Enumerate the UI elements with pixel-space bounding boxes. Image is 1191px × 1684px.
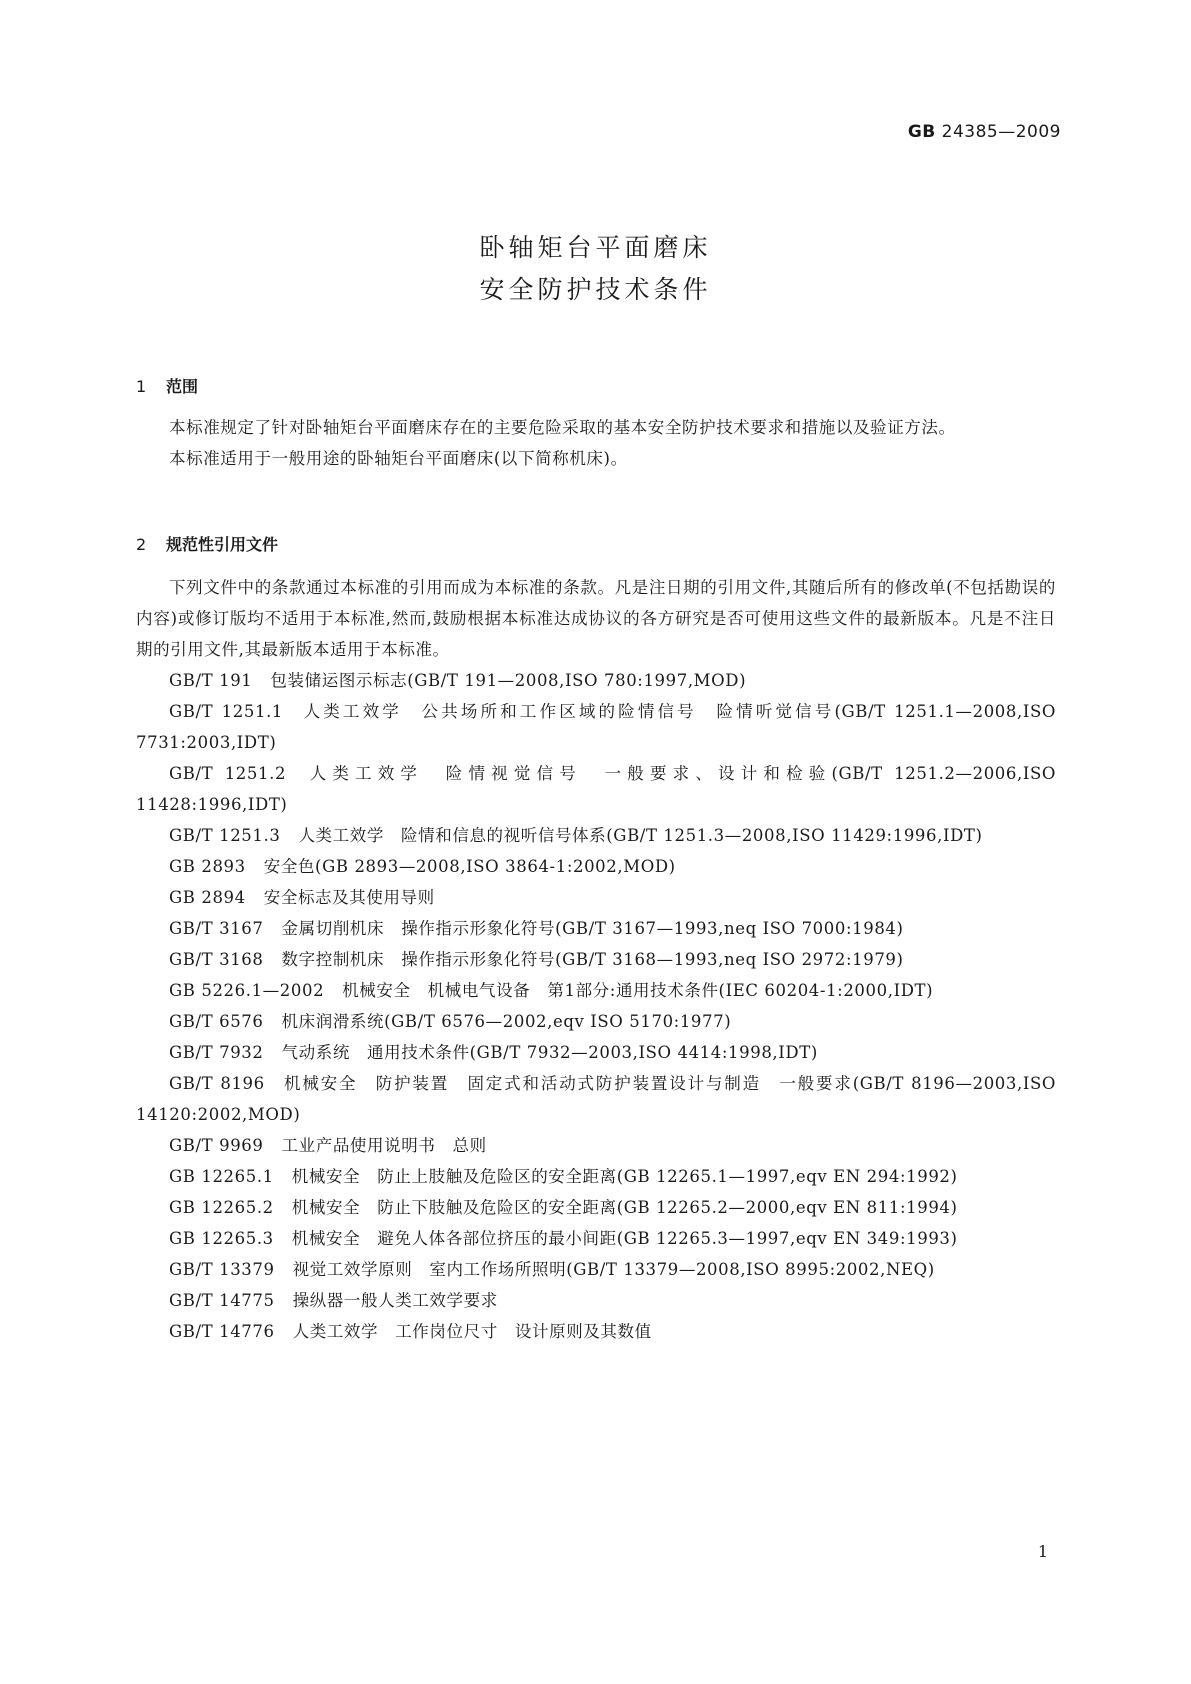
- section-2-number: 2: [136, 535, 147, 554]
- reference-title: 人类工效学 险情视觉信号 一般要求、设计和检验(GB/T 1251.2—2006,ISO 11428:1996,IDT): [136, 764, 1056, 814]
- reference-code: GB/T 14775: [169, 1291, 275, 1310]
- reference-item: [136, 913, 1056, 944]
- reference-item: [136, 696, 1056, 758]
- reference-code: GB/T 8196: [169, 1074, 265, 1093]
- standard-code: [908, 122, 1061, 142]
- reference-code: GB 2894: [169, 888, 246, 907]
- reference-title: 人类工效学 险情和信息的视听信号体系(GB/T 1251.3—2008,ISO 11429:1996,IDT): [298, 826, 983, 845]
- reference-item: [136, 758, 1056, 820]
- document-title-line-1: 卧轴矩台平面磨床: [479, 233, 712, 262]
- reference-item: [136, 1037, 1056, 1068]
- reference-title: 机械安全 防止上肢触及危险区的安全距离(GB 12265.1—1997,eqv EN 294:1992): [291, 1167, 958, 1186]
- reference-code: GB/T 1251.1: [169, 702, 284, 721]
- scope-paragraph: 本标准规定了针对卧轴矩台平面磨床存在的主要危险采取的基本安全防护技术要求和措施以及验证方法。: [169, 418, 956, 437]
- reference-title: 机械安全 避免人体各部位挤压的最小间距(GB 12265.3—1997,eqv EN 349:1993): [291, 1229, 958, 1248]
- section-2-title: 规范性引用文件: [166, 535, 279, 554]
- reference-code: GB/T 1251.3: [169, 826, 281, 845]
- reference-title: 数字控制机床 操作指示形象化符号(GB/T 3168—1993,neq ISO 2972:1979): [281, 950, 904, 969]
- reference-item: [136, 851, 1056, 882]
- reference-title: 机床润滑系统(GB/T 6576—2002,eqv ISO 5170:1977): [281, 1012, 732, 1031]
- reference-code: GB/T 6576: [169, 1012, 264, 1031]
- reference-item: [136, 944, 1056, 975]
- reference-code: GB 12265.2: [169, 1198, 274, 1217]
- references-intro: [136, 572, 1056, 665]
- reference-code: GB/T 191: [169, 671, 253, 690]
- reference-title: 安全色(GB 2893—2008,ISO 3864-1:2002,MOD): [263, 857, 676, 876]
- reference-title: 气动系统 通用技术条件(GB/T 7932—2003,ISO 4414:1998,IDT): [281, 1043, 818, 1062]
- reference-code: GB/T 14776: [169, 1322, 275, 1341]
- reference-code: GB/T 13379: [169, 1260, 275, 1279]
- reference-item: [136, 1254, 1056, 1285]
- reference-item: [136, 820, 1056, 851]
- scope-paragraph: 本标准适用于一般用途的卧轴矩台平面磨床(以下简称机床)。: [169, 449, 628, 468]
- reference-item: [136, 1161, 1056, 1192]
- reference-code: GB/T 7932: [169, 1043, 264, 1062]
- section-1-number: 1: [136, 377, 147, 396]
- reference-title: 机械安全 防止下肢触及危险区的安全距离(GB 12265.2—2000,eqv EN 811:1994): [291, 1198, 958, 1217]
- reference-title: 工业产品使用说明书 总则: [281, 1136, 487, 1155]
- reference-title: 人类工效学 公共场所和工作区域的险情信号 险情听觉信号(GB/T 1251.1—2008,ISO 7731:2003,IDT): [136, 702, 1056, 752]
- page-number: 1: [1037, 1542, 1048, 1561]
- reference-item: [136, 1192, 1056, 1223]
- standard-number: 24385—2009: [941, 122, 1061, 142]
- reference-item: [136, 1223, 1056, 1254]
- reference-title: 人类工效学 工作岗位尺寸 设计原则及其数值: [292, 1322, 652, 1341]
- reference-code: GB/T 3167: [169, 919, 264, 938]
- reference-item: [136, 882, 1056, 913]
- reference-code: GB/T 9969: [169, 1136, 264, 1155]
- references-intro-paragraph: 下列文件中的条款通过本标准的引用而成为本标准的条款。凡是注日期的引用文件,其随后所有的修改单(不包括勘误的内容)或修订版均不适用于本标准,然而,鼓励根据本标准达成协议的各方研究是否可使用这些文件的最新版本。凡是不注日期的引用文件,其最新版本适用于本标准。: [136, 578, 1056, 659]
- reference-item: [136, 1006, 1056, 1037]
- reference-code: GB 12265.3: [169, 1229, 274, 1248]
- reference-list: [136, 665, 1056, 1347]
- document-title-line-2: 安全防护技术条件: [479, 275, 712, 304]
- reference-title: 视觉工效学原则 室内工作场所照明(GB/T 13379—2008,ISO 8995:2002,NEQ): [292, 1260, 935, 1279]
- reference-title: 安全标志及其使用导则: [263, 888, 435, 907]
- reference-title: 机械安全 机械电气设备 第1部分:通用技术条件(IEC 60204-1:2000,IDT): [342, 981, 934, 1000]
- reference-code: GB/T 1251.2: [169, 764, 287, 783]
- reference-code: GB/T 3168: [169, 950, 264, 969]
- reference-item: [136, 1316, 1056, 1347]
- reference-title: 包装储运图示标志(GB/T 191—2008,ISO 780:1997,MOD): [270, 671, 747, 690]
- reference-item: [136, 1285, 1056, 1316]
- section-1-heading: [136, 374, 198, 397]
- reference-code: GB 12265.1: [169, 1167, 274, 1186]
- reference-title: 金属切削机床 操作指示形象化符号(GB/T 3167—1993,neq ISO 7000:1984): [281, 919, 904, 938]
- scope-body: [136, 412, 1056, 474]
- reference-item: [136, 1130, 1056, 1161]
- standard-prefix: GB: [907, 122, 936, 142]
- reference-title: 机械安全 防护装置 固定式和活动式防护装置设计与制造 一般要求(GB/T 8196—2003,ISO 14120:2002,MOD): [136, 1074, 1056, 1124]
- reference-item: [136, 975, 1056, 1006]
- section-1-title: 范围: [166, 377, 199, 396]
- reference-item: [136, 665, 1056, 696]
- section-2-heading: [136, 532, 278, 555]
- reference-code: GB 2893: [169, 857, 246, 876]
- reference-title: 操纵器一般人类工效学要求: [292, 1291, 498, 1310]
- reference-code: GB 5226.1—2002: [169, 981, 325, 1000]
- reference-item: [136, 1068, 1056, 1130]
